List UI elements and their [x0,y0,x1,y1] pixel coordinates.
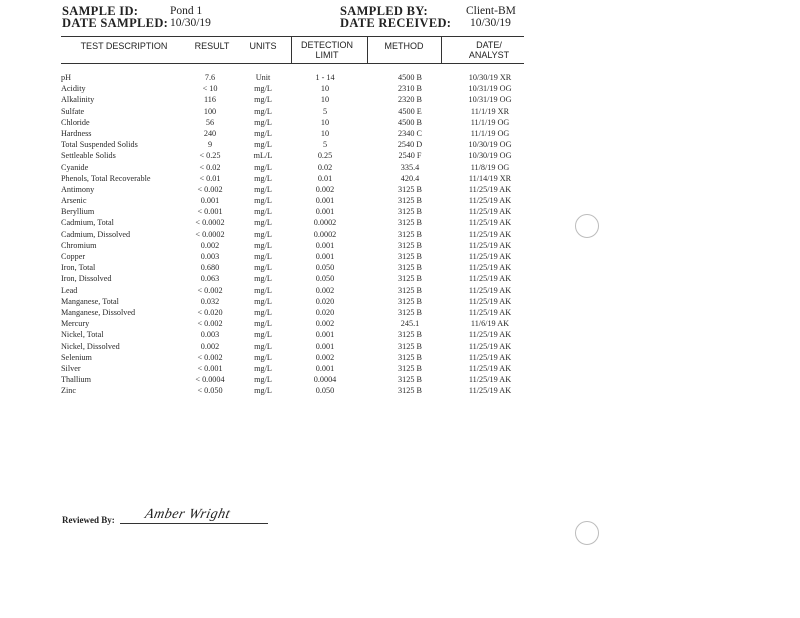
cell-units: mg/L [254,363,272,373]
cell-method: 3125 B [398,229,422,239]
table-row [61,285,541,296]
cell-test-description: Mercury [61,319,90,329]
date-sampled-value: 10/30/19 [170,17,211,29]
cell-date-analyst: 11/25/19 AK [468,341,512,351]
table-row [61,385,541,396]
cell-units: mg/L [254,173,272,183]
cell-units: mg/L [254,375,272,385]
col-detection-line1: DETECTION [300,40,353,50]
cell-result: 0.003 [200,330,220,340]
sample-id-label: SAMPLE ID: [62,4,139,18]
cell-detection-limit: 0.001 [315,196,335,206]
col-result: RESULT [194,41,230,51]
table-row [61,307,541,318]
cell-detection-limit: 0.050 [315,274,335,284]
cell-result: 0.680 [200,263,220,273]
cell-units: mg/L [254,285,272,295]
cell-units: mg/L [254,240,272,250]
cell-detection-limit: 10 [320,117,330,127]
header-divider [441,37,442,63]
cell-method: 4500 E [398,106,422,116]
cell-units: mg/L [254,196,272,206]
cell-units: mg/L [254,330,272,340]
cell-method: 2340 C [398,128,422,138]
cell-date-analyst: 11/25/19 AK [468,218,512,228]
cell-result: < 0.02 [199,162,221,172]
col-date-analyst [451,40,527,60]
cell-detection-limit: 0.020 [315,296,335,306]
cell-result: 56 [205,117,215,127]
cell-result: 0.003 [200,252,220,261]
cell-method: 2320 B [398,95,422,105]
cell-units: mg/L [254,296,272,306]
cell-test-description: Chloride [61,117,90,127]
cell-units: mg/L [254,106,272,116]
cell-date-analyst: 11/14/19 XR [468,173,512,183]
cell-method: 3125 B [398,386,422,396]
cell-date-analyst: 11/25/19 AK [468,363,512,373]
table-header [61,36,524,64]
cell-result: 100 [203,106,217,116]
cell-method: 4500 B [398,117,422,127]
signature: Amber Wright [143,507,232,522]
cell-units: mg/L [254,341,272,351]
date-received-value: 10/30/19 [470,17,511,29]
cell-method: 420.4 [400,173,420,183]
cell-date-analyst: 11/25/19 AK [468,296,512,306]
cell-test-description: Arsenic [61,196,87,206]
cell-method: 3125 B [398,207,422,217]
cell-test-description: Iron, Total [61,263,96,273]
cell-test-description: Acidity [61,84,86,94]
header-divider [291,37,292,63]
cell-detection-limit: 5 [322,106,328,116]
cell-result: < 10 [202,84,218,94]
cell-date-analyst: 11/25/19 AK [468,375,512,385]
table-row [61,117,541,128]
cell-date-analyst: 11/25/19 AK [468,386,512,396]
cell-result: < 0.01 [199,173,221,183]
cell-method: 3125 B [398,307,422,317]
table-row [61,341,541,352]
cell-detection-limit: 0.001 [315,341,335,351]
sampled-by-label: SAMPLED BY: [340,4,428,18]
cell-units: mg/L [254,117,272,127]
cell-result: < 0.001 [197,207,223,217]
cell-method: 245.1 [400,319,420,329]
date-received-label: DATE RECEIVED: [340,16,452,30]
cell-result: 0.001 [200,196,220,206]
cell-units: mg/L [254,252,272,261]
table-row [61,318,541,329]
cell-units: mg/L [254,352,272,362]
cell-result: < 0.0002 [195,218,225,228]
cell-test-description: Alkalinity [61,95,95,105]
cell-units: mg/L [254,386,272,396]
cell-date-analyst: 10/30/19 OG [468,140,512,150]
cell-date-analyst: 10/31/19 OG [468,84,512,94]
cell-method: 3125 B [398,341,422,351]
cell-test-description: Settleable Solids [61,151,116,161]
table-row [61,273,541,284]
table-row [61,72,541,83]
table-row [61,296,541,307]
cell-method: 3125 B [398,184,422,194]
table-row [61,195,541,206]
cell-date-analyst: 11/25/19 AK [468,229,512,239]
cell-result: < 0.0004 [195,375,225,385]
cell-detection-limit: 0.25 [317,151,333,161]
cell-test-description: Iron, Dissolved [61,274,112,284]
punch-hole [575,521,599,545]
cell-detection-limit: 0.01 [317,173,333,183]
cell-units: mg/L [254,274,272,284]
col-units: UNITS [249,41,277,51]
cell-method: 3125 B [398,363,422,373]
cell-method: 2310 B [398,84,422,94]
sampled-by-value: Client-BM [466,5,516,17]
results-table [61,72,541,396]
cell-detection-limit: 0.001 [315,330,335,340]
cell-detection-limit: 10 [320,95,330,105]
reviewed-by-label: Reviewed By: [62,515,115,525]
cell-units: mg/L [254,84,272,94]
table-row [61,329,541,340]
date-sampled-label: DATE SAMPLED: [62,16,169,30]
cell-method: 3125 B [398,240,422,250]
table-row [61,139,541,150]
cell-date-analyst: 11/25/19 AK [468,285,512,295]
cell-method: 3125 B [398,218,422,228]
cell-result: 0.002 [200,341,220,351]
cell-date-analyst: 11/25/19 AK [468,274,512,284]
cell-test-description: Selenium [61,352,92,362]
cell-test-description: Manganese, Dissolved [61,307,136,317]
cell-date-analyst: 11/25/19 AK [468,240,512,250]
cell-date-analyst: 11/25/19 AK [468,196,512,206]
table-row [61,206,541,217]
cell-units: mg/L [254,319,272,329]
col-date-line2: ANALYST [468,50,510,60]
cell-units: mg/L [254,263,272,273]
cell-method: 3125 B [398,375,422,385]
cell-detection-limit: 0.020 [315,307,335,317]
table-row [61,83,541,94]
cell-test-description: Sulfate [61,106,85,116]
cell-date-analyst: 11/1/19 OG [470,117,510,127]
cell-method: 3125 B [398,352,422,362]
cell-detection-limit: 1 - 14 [315,73,335,82]
cell-date-analyst: 11/1/19 XR [470,106,510,116]
header-divider [367,37,368,63]
table-row [61,240,541,251]
cell-detection-limit: 0.050 [315,386,335,396]
cell-units: mL/L [253,151,273,161]
cell-test-description: Cadmium, Dissolved [61,229,131,239]
cell-units: mg/L [254,162,272,172]
cell-date-analyst: 11/25/19 AK [468,352,512,362]
table-row [61,184,541,195]
cell-result: < 0.002 [197,319,223,329]
cell-test-description: Antimony [61,184,95,194]
cell-units: mg/L [254,229,272,239]
cell-test-description: pH [61,73,72,82]
cell-detection-limit: 0.0002 [313,218,337,228]
cell-test-description: Manganese, Total [61,296,119,306]
cell-units: mg/L [254,184,272,194]
cell-detection-limit: 0.0004 [313,375,337,385]
cell-result: 0.063 [200,274,220,284]
cell-result: < 0.001 [197,363,223,373]
cell-result: < 0.020 [197,307,223,317]
cell-date-analyst: 11/25/19 AK [468,330,512,340]
cell-date-analyst: 11/1/19 OG [470,128,510,138]
cell-detection-limit: 0.001 [315,363,335,373]
sample-id-value: Pond 1 [170,5,203,17]
col-detection-line2: LIMIT [315,50,339,60]
cell-test-description: Beryllium [61,207,95,217]
cell-method: 3125 B [398,285,422,295]
table-row [61,162,541,173]
cell-test-description: Lead [61,285,78,295]
cell-detection-limit: 0.050 [315,263,335,273]
cell-result: < 0.25 [199,151,221,161]
table-row [61,229,541,240]
table-row [61,217,541,228]
signature-line [120,523,268,524]
punch-hole [575,214,599,238]
cell-test-description: Phenols, Total Recoverable [61,173,151,183]
col-date-line1: DATE/ [476,40,502,50]
cell-result: 240 [203,128,217,138]
col-test-description: TEST DESCRIPTION [80,41,168,51]
cell-detection-limit: 0.002 [315,184,335,194]
cell-detection-limit: 0.001 [315,252,335,261]
cell-result: < 0.002 [197,184,223,194]
cell-date-analyst: 11/8/19 OG [470,162,510,172]
cell-method: 3125 B [398,196,422,206]
cell-detection-limit: 0.02 [317,162,333,172]
cell-test-description: Nickel, Dissolved [61,341,120,351]
cell-method: 4500 B [398,73,422,82]
cell-test-description: Hardness [61,128,92,138]
col-method: METHOD [384,41,424,51]
cell-units: Unit [255,73,271,82]
cell-units: mg/L [254,218,272,228]
cell-method: 2540 D [397,140,423,150]
cell-date-analyst: 11/25/19 AK [468,252,512,261]
cell-detection-limit: 0.002 [315,319,335,329]
table-row [61,251,541,262]
cell-result: 0.002 [200,240,220,250]
cell-date-analyst: 10/30/19 OG [468,151,512,161]
cell-method: 3125 B [398,252,422,261]
cell-result: < 0.002 [197,352,223,362]
cell-method: 2540 F [398,151,422,161]
table-row [61,374,541,385]
cell-date-analyst: 11/25/19 AK [468,263,512,273]
cell-test-description: Chromium [61,240,97,250]
cell-detection-limit: 0.002 [315,285,335,295]
cell-test-description: Cadmium, Total [61,218,114,228]
cell-units: mg/L [254,95,272,105]
cell-date-analyst: 10/31/19 OG [468,95,512,105]
cell-result: < 0.002 [197,285,223,295]
cell-detection-limit: 0.001 [315,207,335,217]
cell-method: 3125 B [398,263,422,273]
cell-result: 7.6 [204,73,216,82]
table-row [61,106,541,117]
cell-units: mg/L [254,140,272,150]
cell-method: 3125 B [398,274,422,284]
cell-test-description: Total Suspended Solids [61,140,138,150]
cell-date-analyst: 11/25/19 AK [468,184,512,194]
cell-date-analyst: 11/6/19 AK [470,319,510,329]
table-row [61,150,541,161]
cell-method: 3125 B [398,296,422,306]
cell-detection-limit: 0.0002 [313,229,337,239]
cell-detection-limit: 5 [322,140,328,150]
cell-date-analyst: 11/25/19 AK [468,307,512,317]
cell-detection-limit: 0.002 [315,352,335,362]
cell-result: 0.032 [200,296,220,306]
cell-result: < 0.050 [197,386,223,396]
table-row [61,352,541,363]
col-detection-limit [293,40,361,60]
cell-method: 335.4 [400,162,420,172]
cell-detection-limit: 10 [320,128,330,138]
cell-result: 9 [207,140,213,150]
cell-test-description: Zinc [61,386,77,396]
table-row [61,128,541,139]
cell-test-description: Copper [61,252,86,261]
cell-test-description: Nickel, Total [61,330,104,340]
cell-date-analyst: 11/25/19 AK [468,207,512,217]
table-row [61,94,541,105]
cell-result: 116 [204,95,216,105]
cell-test-description: Silver [61,363,81,373]
cell-detection-limit: 0.001 [315,240,335,250]
table-row [61,363,541,374]
cell-method: 3125 B [398,330,422,340]
cell-units: mg/L [254,307,272,317]
cell-date-analyst: 10/30/19 XR [468,73,512,82]
table-row [61,173,541,184]
cell-test-description: Cyanide [61,162,89,172]
cell-test-description: Thallium [61,375,92,385]
table-row [61,262,541,273]
cell-result: < 0.0002 [195,229,225,239]
cell-units: mg/L [254,207,272,217]
cell-detection-limit: 10 [320,84,330,94]
cell-units: mg/L [254,128,272,138]
